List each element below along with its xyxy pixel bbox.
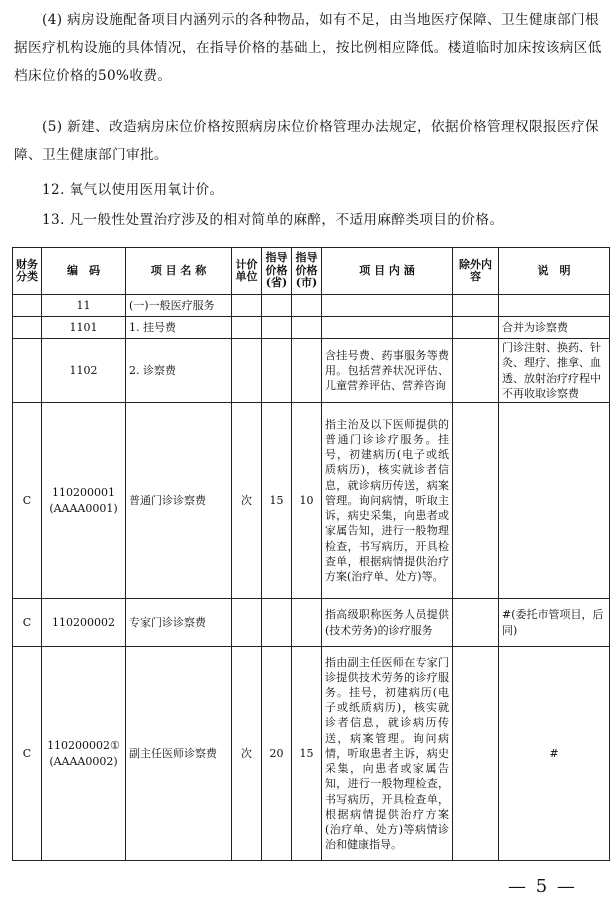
cell-content: 指高级职称医务人员提供(技术劳务)的诊疗服务: [322, 599, 453, 647]
cell-content: 含挂号费、药事服务等费用。包括营养状况评估、儿童营养评估、营养咨询: [322, 339, 453, 403]
cell-content: 指主治及以下医师提供的普通门诊诊疗服务。挂号，初建病历(电子或纸质病历)，核实就诊者信息，就诊病历传送，病案管理。询问病情，听取主诉，病史采集，向患者或家属告知，进行一般物理检查，书写病历，开具检查单，根据病情提供治疗方案(治疗单、处方)等。: [322, 403, 453, 599]
cell-content: [322, 317, 453, 339]
cell-name: 1. 挂号费: [126, 317, 232, 339]
paragraph-4: (4) 病房设施配备项目内涵列示的各种物品，如有不足，由当地医疗保障、卫生健康部门根据医疗机构设施的具体情况，在指导价格的基础上，按比例相应降低。楼道临时加床按该病区低档床位价格的50%收费。: [14, 12, 602, 84]
cell-code: 110200002① (AAAA0002): [42, 647, 126, 861]
cell-code: 11: [42, 295, 126, 317]
cell-fin: [13, 339, 42, 403]
cell-unit: [232, 339, 262, 403]
cell-code: 110200001 (AAAA0001): [42, 403, 126, 599]
cell-note: 门诊注射、换药、针灸、理疗、推拿、血透、放射治疗疗程中不再收取诊察费: [499, 339, 610, 403]
cell-unit: [232, 317, 262, 339]
cell-content: 指由副主任医师在专家门诊提供技术劳务的诊疗服务。挂号，初建病历(电子或纸质病历)，核实就诊者信息，就诊病历传送，病案管理。询问病情，听取患者主诉，病史采集，向患者或家属告知，进行一般物理检查，书写病历，开具检查单，根据病情提供治疗方案(治疗单、处方)等病情诊治和健康指导。: [322, 647, 453, 861]
cell-name: (一)一般医疗服务: [126, 295, 232, 317]
header-price-province: 指导价格(省): [262, 248, 292, 295]
cell-price-province: 15: [262, 403, 292, 599]
cell-price-province: [262, 317, 292, 339]
table-row: [13, 295, 610, 317]
cell-price-city: [292, 339, 322, 403]
cell-price-province: [262, 295, 292, 317]
header-item-name: 项 目 名 称: [126, 248, 232, 295]
cell-excluded: [453, 339, 499, 403]
cell-excluded: [453, 317, 499, 339]
cell-price-city: 15: [292, 647, 322, 861]
page-number: — 5 —: [508, 876, 577, 897]
header-code: 编 码: [42, 248, 126, 295]
cell-code: 1102: [42, 339, 126, 403]
cell-code: 1101: [42, 317, 126, 339]
cell-excluded: [453, 295, 499, 317]
cell-name: 副主任医师诊察费: [126, 647, 232, 861]
cell-fin: C: [13, 647, 42, 861]
header-fin-category: 财务分类: [13, 248, 42, 295]
table-header-row: [13, 248, 610, 295]
paragraph-5: (5) 新建、改造病房床位价格按照病房床位价格管理办法规定，依据价格管理权限报医疗保障、卫生健康部门审批。: [14, 119, 599, 163]
table-row: [13, 647, 610, 861]
cell-note: [499, 295, 610, 317]
cell-name: 普通门诊诊察费: [126, 403, 232, 599]
cell-note: [499, 403, 610, 599]
cell-content: [322, 295, 453, 317]
cell-name: 2. 诊察费: [126, 339, 232, 403]
table-row: [13, 599, 610, 647]
cell-fin: [13, 317, 42, 339]
header-excluded: 除外内容: [453, 248, 499, 295]
cell-note: 合并为诊察费: [499, 317, 610, 339]
cell-fin: C: [13, 599, 42, 647]
header-unit: 计价单位: [232, 248, 262, 295]
cell-note: #(委托市管项目，后同): [499, 599, 610, 647]
cell-price-city: 10: [292, 403, 322, 599]
paragraph-12: 12. 氧气以使用医用氧计价。: [42, 182, 224, 198]
cell-unit: [232, 295, 262, 317]
cell-excluded: [453, 599, 499, 647]
cell-price-province: 20: [262, 647, 292, 861]
price-table: [12, 247, 610, 861]
cell-price-province: [262, 339, 292, 403]
cell-unit: 次: [232, 647, 262, 861]
header-note: 说 明: [499, 248, 610, 295]
cell-price-city: [292, 317, 322, 339]
cell-name: 专家门诊诊察费: [126, 599, 232, 647]
cell-fin: [13, 295, 42, 317]
header-content: 项 目 内 涵: [322, 248, 453, 295]
table-row: [13, 403, 610, 599]
cell-excluded: [453, 403, 499, 599]
header-price-city: 指导价格(市): [292, 248, 322, 295]
cell-price-province: [262, 599, 292, 647]
cell-price-city: [292, 599, 322, 647]
cell-price-city: [292, 295, 322, 317]
cell-unit: [232, 599, 262, 647]
cell-unit: 次: [232, 403, 262, 599]
cell-code: 110200002: [42, 599, 126, 647]
table-row: [13, 339, 610, 403]
table-row: [13, 317, 610, 339]
cell-fin: C: [13, 403, 42, 599]
cell-excluded: [453, 647, 499, 861]
cell-note: #: [499, 647, 610, 861]
paragraph-13: 13. 凡一般性处置治疗涉及的相对简单的麻醉，不适用麻醉类项目的价格。: [42, 212, 504, 228]
